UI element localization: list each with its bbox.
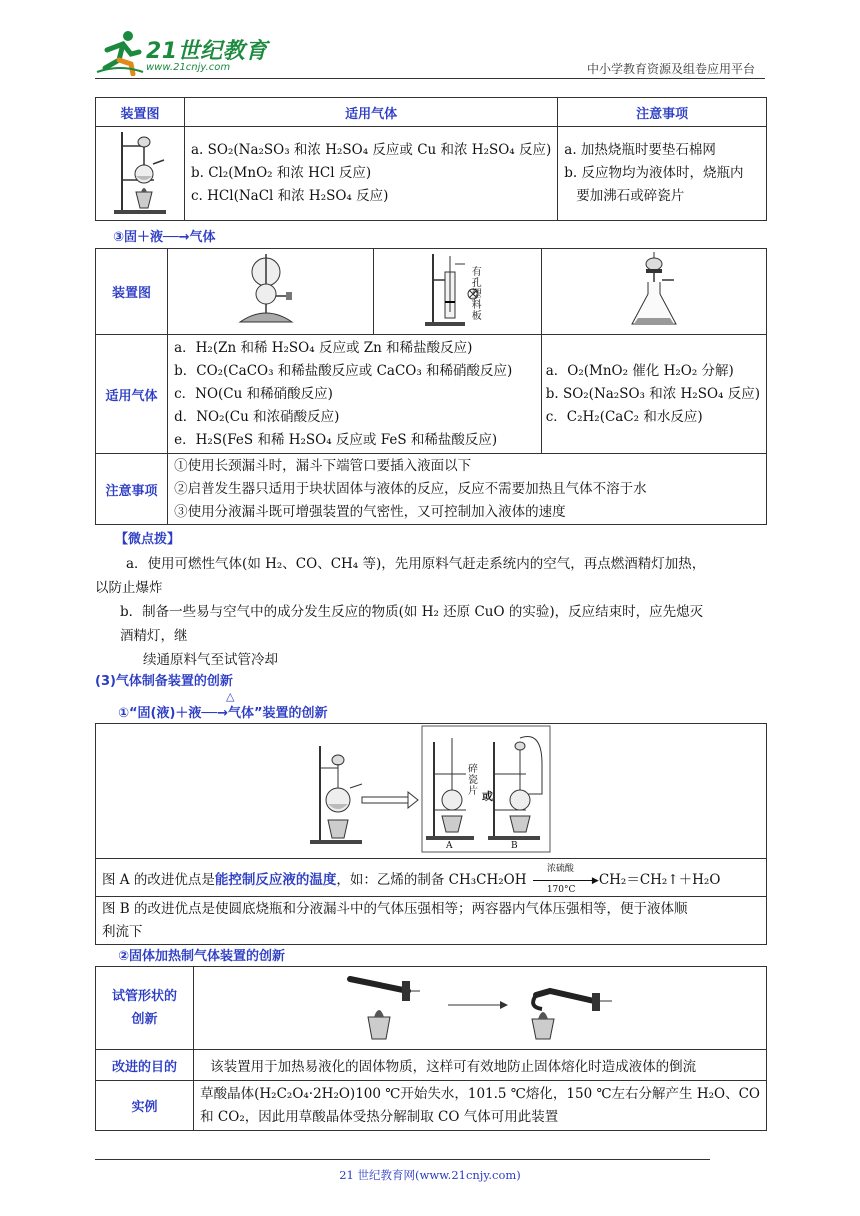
section3-2-title: ②固体加热制气体装置的创新 [118, 949, 286, 964]
table3-row-a [96, 859, 767, 897]
apparatus-comparison-figure [96, 724, 766, 854]
table-innovation-liquid [95, 723, 767, 945]
table4-figure-cell [194, 967, 767, 1050]
table1-header-notes: 注意事项 [558, 98, 767, 127]
tip-line: 续通原料气至试管冷却 [143, 652, 278, 668]
table4-purpose: 该装置用于加热易液化的固体物质，这样可有效地防止固体熔化时造成液体的倒流 [194, 1050, 767, 1081]
table2-note-line: ①使用长颈漏斗时，漏斗下端管口要插入液面以下 [174, 457, 472, 474]
row-b-line: 图 B 的改进优点是使圆底烧瓶和分液漏斗中的气体压强相等；两容器内气体压强相等，便于液体顺 [102, 900, 688, 917]
tip-line: b．制备一些易与空气中的成分发生反应的物质(如 H₂ 还原 CuO 的实验)，反应结束时，应先熄灭 [120, 604, 704, 620]
table2-note-line: ②启普发生器只适用于块状固体与液体的反应，反应不需要加热且气体不溶于水 [174, 480, 647, 497]
table-innovation-solid-heat [95, 966, 767, 1131]
logo-url: www.21cnjy.com [146, 62, 231, 73]
table2-label-device: 装置图 [96, 249, 168, 335]
table2-label-gases: 适用气体 [96, 335, 168, 454]
example-line: 和 CO₂，因此用草酸晶体受热分解制取 CO 气体可用此装置 [200, 1108, 559, 1125]
row-a-prefix: 图 A 的改进优点是 [102, 871, 215, 888]
table2-notes [168, 454, 767, 525]
example-line: 草酸晶体(H₂C₂O₄·2H₂O)100 ℃开始失水，101.5 ℃熔化，150 ℃左右分解产生 H₂O、CO [200, 1085, 760, 1102]
apparatus-a-icon [426, 738, 474, 840]
table2-device-conical-flask [541, 249, 766, 335]
footer-divider [95, 1159, 710, 1160]
table2-gas-line: b. SO₂(Na₂SO₃ 和浓 H₂SO₄ 反应) [545, 385, 760, 402]
table1-gases-cell [185, 127, 558, 221]
original-apparatus-icon [310, 746, 362, 844]
table-liquid-liquid-heat [95, 97, 767, 221]
table2-gas-line: a．O₂(MnO₂ 催化 H₂O₂ 分解) [545, 362, 734, 379]
table3-row-b [96, 897, 767, 945]
section-solid-liquid-title: ③固＋液──→气体 [113, 230, 216, 245]
distillation-flask-apparatus-icon [110, 128, 170, 216]
table-solid-liquid [95, 248, 767, 525]
footer-text: 21 世纪教育网(www.21cnjy.com) [339, 1168, 521, 1182]
table1-header-device: 装置图 [96, 98, 185, 127]
kipp-generator-icon [230, 252, 310, 328]
section3-title: (3)气体制备装置的创新 [95, 674, 233, 689]
table2-gas-line: c．C₂H₂(CaC₂ 和水反应) [545, 408, 703, 425]
tip-line: 以防止爆炸 [95, 580, 163, 596]
arrow-icon [448, 1001, 508, 1009]
runner-logo-icon [95, 28, 145, 76]
table2-note-line: ③使用分液漏斗既可增强装置的气密性，又可控制加入液体的速度 [174, 503, 566, 520]
tube-with-plastic-plate-icon [417, 250, 497, 330]
separatory-funnel-flask-icon [624, 250, 684, 330]
tip-line: 酒精灯，继 [120, 628, 188, 644]
heat-symbol: △ [226, 690, 235, 703]
table2-gas-line: a．H₂(Zn 和稀 H₂SO₄ 反应或 Zn 和稀盐酸反应) [174, 339, 473, 356]
table1-note-line: 要加沸石或碎瓷片 [576, 188, 685, 204]
table1-device-image [96, 127, 185, 221]
section3-1-title: ①“固(液)＋液──→气体”装置的创新 [118, 706, 328, 721]
table1-gas-line: a. SO₂(Na₂SO₃ 和浓 H₂SO₄ 反应或 Cu 和浓 H₂SO₄ 反应) [191, 142, 552, 158]
arrow-bottom-label: 170°C [546, 885, 576, 895]
table2-gas-line: c．NO(Cu 和稀硝酸反应) [174, 385, 333, 402]
tip-line: a．使用可燃性气体(如 H₂、CO、CH₄ 等)，先用原料气赶走系统内的空气，再点燃酒精灯加热， [126, 556, 706, 572]
table3-figure-cell [96, 724, 767, 859]
table4-example [194, 1081, 767, 1131]
standard-tube-icon [350, 979, 420, 1039]
table4-label-shape: 试管形状的创新 [96, 967, 194, 1050]
header-divider [95, 78, 765, 79]
table1-gas-line: b. Cl₂(MnO₂ 和浓 HCl 反应) [191, 165, 372, 181]
table2-gas-line: e．H₂S(FeS 和稀 H₂SO₄ 反应或 FeS 和稀盐酸反应) [174, 431, 498, 448]
table4-label-purpose: 改进的目的 [96, 1050, 194, 1081]
modified-tube-icon [532, 991, 612, 1039]
logo-text: 21世纪教育 [146, 39, 268, 64]
header-platform-text: 中小学教育资源及组卷应用平台 [586, 62, 755, 76]
table2-label-notes: 注意事项 [96, 454, 168, 525]
reaction-arrow: 浓硫酸 ▶ 170°C [533, 873, 597, 887]
porous-plate-label: 有孔塑料板 [471, 267, 482, 322]
or-label: 或 [482, 790, 493, 803]
broken-porcelain-label: 碎瓷片 [468, 764, 478, 797]
tube-shape-comparison-figure [330, 967, 630, 1045]
label-b: B [511, 841, 518, 851]
improvement-arrow-icon [362, 792, 418, 808]
table2-gases-left [168, 335, 542, 454]
arrow-top-label: 浓硫酸 [546, 864, 574, 874]
table2-device-porous-plate [373, 249, 541, 335]
table1-header-gases: 适用气体 [185, 98, 558, 127]
table1-note-line: b. 反应物均为液体时，烧瓶内 [564, 165, 744, 181]
table2-device-kipp [168, 249, 374, 335]
table1-note-line: a. 加热烧瓶时要垫石棉网 [564, 142, 716, 158]
table2-gas-line: d．NO₂(Cu 和浓硝酸反应) [174, 408, 340, 425]
apparatus-b-icon [488, 736, 542, 840]
table2-gas-line: b．CO₂(CaCO₃ 和稀盐酸反应或 CaCO₃ 和稀硝酸反应) [174, 362, 513, 379]
label-a: A [446, 841, 453, 851]
tip-title: 【微点拨】 [115, 532, 181, 547]
table1-gas-line: c. HCl(NaCl 和浓 H₂SO₄ 反应) [191, 188, 389, 204]
table1-notes-cell [558, 127, 767, 221]
row-b-line: 利流下 [102, 923, 143, 940]
row-a-product: CH₂＝CH₂↑＋H₂O [598, 871, 721, 888]
row-a-suffix: ，如：乙烯的制备 CH₃CH₂OH [336, 871, 527, 888]
row-a-highlight: 能控制反应液的温度 [214, 871, 337, 888]
table4-label-example: 实例 [96, 1081, 194, 1131]
table2-gases-right [541, 335, 766, 454]
